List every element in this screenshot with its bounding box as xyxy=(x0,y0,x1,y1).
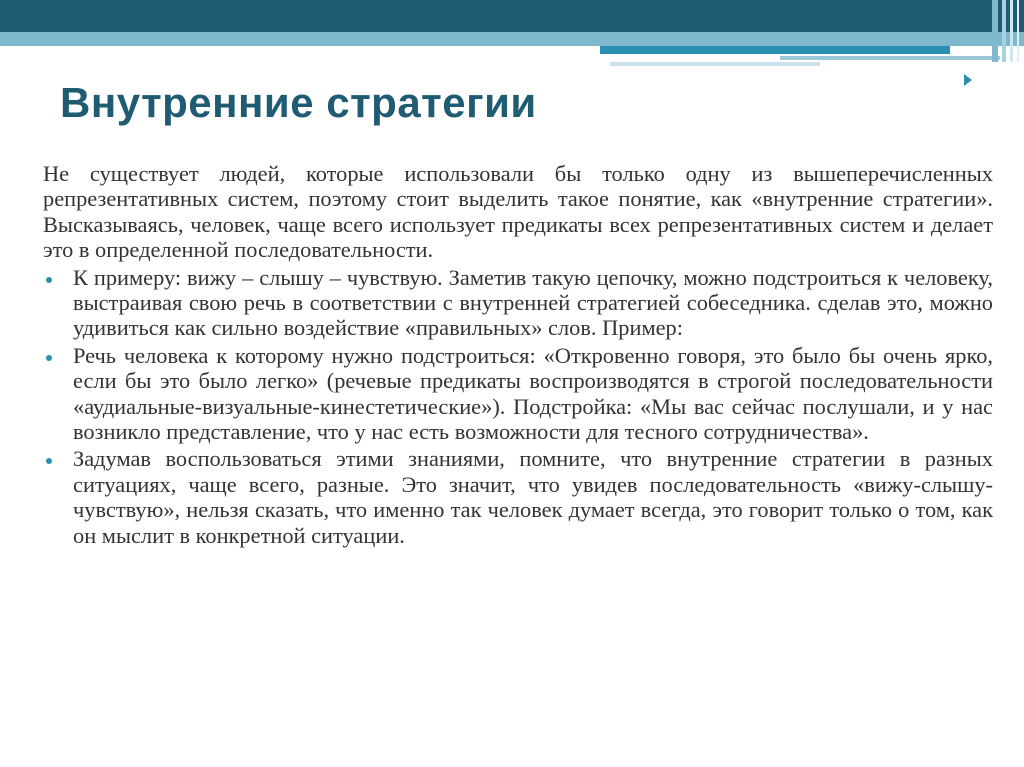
bullet-dot-icon xyxy=(46,458,52,464)
bullet-item xyxy=(43,265,993,341)
decor-stripe xyxy=(780,56,1000,60)
bullet-item xyxy=(43,446,993,548)
decor-stripe xyxy=(610,62,820,66)
bullet-text: Речь человека к которому нужно подстроиться: «Откровенно говоря, это было бы очень ярко, если бы это было легко» (речевые предикаты воспроизводятся в строгой последовательности «аудиальные-визуальные-кинестетические»). Подстройка: «Мы вас сейчас послушали, и у нас возникло представление, что у нас есть возможности для тесного сотрудничества». xyxy=(73,342,993,445)
header-band-light xyxy=(0,32,1024,46)
decor-vertical-bar xyxy=(1002,0,1006,62)
bullet-dot-icon xyxy=(46,277,52,283)
slide-title: Внутренние стратегии xyxy=(60,79,537,126)
decor-vertical-bar xyxy=(992,0,998,62)
bullet-text: К примеру: вижу – слышу – чувствую. Заметив такую цепочку, можно подстроиться к человеку, выстраивая свою речь в соответствии с внутренней стратегией собеседника. сделав это, можно удивиться как сильно воздействие «правильных» слов. Пример: xyxy=(73,264,993,341)
decor-vertical-bar xyxy=(1010,0,1013,62)
bullet-dot-icon xyxy=(46,355,52,361)
header-band xyxy=(0,0,1024,32)
decor-vertical-bar xyxy=(1017,0,1019,62)
slide-body xyxy=(43,161,993,548)
bullet-item xyxy=(43,343,993,445)
bullet-text: Задумав воспользоваться этими знаниями, помните, что внутренние стратегии в разных ситуациях, чаще всего, разные. Это значит, что увидев последовательность «вижу-слышу-чувствую», нельзя сказать, что именно так человек думает всегда, это говорит только о том, как он мыслит в конкретной ситуации. xyxy=(73,446,993,548)
bullet-list xyxy=(43,265,993,548)
decor-stripe xyxy=(600,46,950,54)
intro-paragraph: Не существует людей, которые использовали бы только одну из вышеперечисленных репрезентативных систем, поэтому стоит выделить такое понятие, как «внутренние стратегии». Высказываясь, человек, чаще всего использует предикаты всех репрезентативных систем и делает это в определенной последовательности. xyxy=(43,161,993,263)
decor-arrow-icon xyxy=(964,74,972,86)
